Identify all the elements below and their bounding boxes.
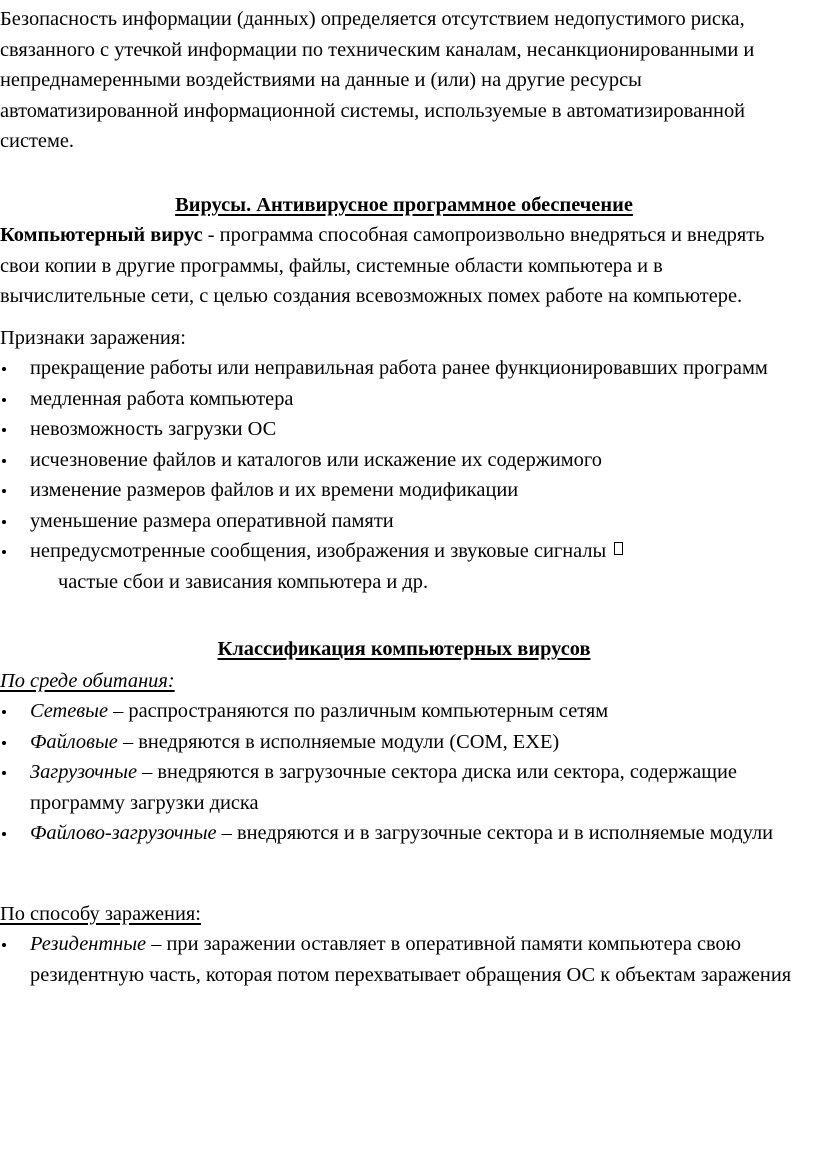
term: Сетевые xyxy=(30,700,109,722)
section-heading-classification: Классификация компьютерных вирусов xyxy=(217,638,591,660)
definition-text: - программа способная самопроизвольно внедряться и внедрять свои копии в другие программы, файлы, системные области компьютера и в вычислительные сети, с целью создания всевозможных помех работе на компьютере. xyxy=(0,224,765,307)
term: Файлово-загрузочные xyxy=(30,822,217,844)
list-item xyxy=(0,536,808,567)
habitat-list xyxy=(0,696,808,849)
list-item: медленная работа компьютера xyxy=(0,384,808,415)
term-description: – при заражении оставляет в оперативной памяти компьютера свою резидентную часть, которая потом перехватывает обращения ОС к объектам заражения xyxy=(30,933,792,986)
list-item: изменение размеров файлов и их времени модификации xyxy=(0,475,808,506)
term-description: – внедряются и в загрузочные сектора и в исполняемые модули xyxy=(216,822,774,844)
signs-extra-line: частые сбои и зависания компьютера и др. xyxy=(58,570,429,593)
list-item: невозможность загрузки ОС xyxy=(0,414,808,445)
infection-signs-list xyxy=(0,353,808,567)
intro-paragraph: Безопасность информации (данных) определяется отсутствием недопустимого риска, связанного с утечкой информации по техническим каналам, несанкционированными и непреднамеренными воздействиями на данные и (или) на другие ресурсы автоматизированной информационной системы, используемые в автоматизированной системе. xyxy=(0,8,755,152)
method-list xyxy=(0,929,808,990)
term: Файловые xyxy=(30,730,118,753)
definition-term: Компьютерный вирус xyxy=(0,224,203,246)
virus-definition xyxy=(0,220,808,312)
term: Резидентные xyxy=(30,933,147,955)
list-item xyxy=(0,727,808,758)
by-habitat-label: По среде обитания: xyxy=(0,669,175,692)
list-item: исчезновение файлов и каталогов или искажение их содержимого xyxy=(0,445,808,476)
list-item xyxy=(0,757,808,818)
list-item: уменьшение размера оперативной памяти xyxy=(0,506,808,537)
term-description: – внедряются в загрузочные сектора диска или сектора, содержащие программу загрузки диска xyxy=(30,761,737,814)
term-description: – распространяются по различным компьютерным сетям xyxy=(108,700,609,722)
signs-label: Признаки заражения: xyxy=(0,326,186,349)
term-description: – внедряются в исполняемые модули (COM, EXE) xyxy=(117,730,560,753)
list-item-text: непредусмотренные сообщения, изображения и звуковые сигналы xyxy=(30,540,607,562)
by-method-label: По способу заражения: xyxy=(0,902,201,925)
list-item xyxy=(0,929,808,990)
term: Загрузочные xyxy=(30,761,138,783)
list-item xyxy=(0,696,808,727)
missing-glyph-icon xyxy=(614,542,623,555)
list-item xyxy=(0,818,808,849)
section-heading-viruses: Вирусы. Антивирусное программное обеспечение xyxy=(175,193,633,216)
list-item: прекращение работы или неправильная работа ранее функционировавших программ xyxy=(0,353,808,384)
